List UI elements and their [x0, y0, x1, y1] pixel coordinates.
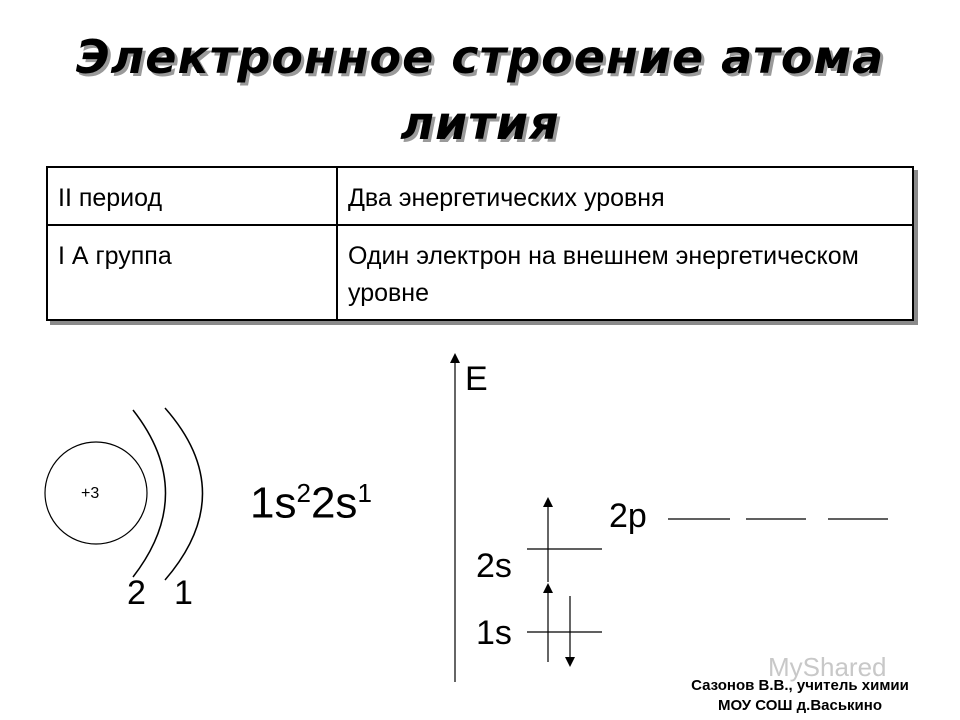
- inner-shell-count: 2: [127, 574, 146, 612]
- table-cell-outer-electron: Один электрон на внешнем энергетическом уровне: [337, 225, 913, 320]
- author-credit: [650, 676, 950, 716]
- config-2s-exponent: 1: [357, 478, 372, 508]
- config-2s: 2s: [310, 478, 358, 528]
- outer-shell-count: 1: [174, 574, 193, 612]
- nucleus-charge: +3: [81, 485, 100, 502]
- config-1s-exponent: 2: [296, 478, 311, 508]
- config-1s: 1s: [250, 478, 297, 528]
- slide-title-line-2: лития: [400, 96, 560, 150]
- author-credit-line-2: МОУ СОШ д.Васькино: [717, 697, 883, 714]
- level-2p-label: 2p: [609, 497, 647, 535]
- energy-axis-label: E: [465, 360, 488, 398]
- table-cell-group: I А группа: [47, 225, 337, 320]
- watermark-text: MyShared: [768, 652, 887, 682]
- level-2s-label: 2s: [476, 547, 512, 585]
- level-1s-label: 1s: [476, 614, 512, 652]
- table-cell-levels: Два энергетических уровня: [337, 167, 913, 225]
- slide-title-line-1: Электронное строение атома: [75, 30, 885, 84]
- author-credit-line-1: Сазонов В.В., учитель химии: [691, 677, 909, 694]
- table-cell-period: II период: [47, 167, 337, 225]
